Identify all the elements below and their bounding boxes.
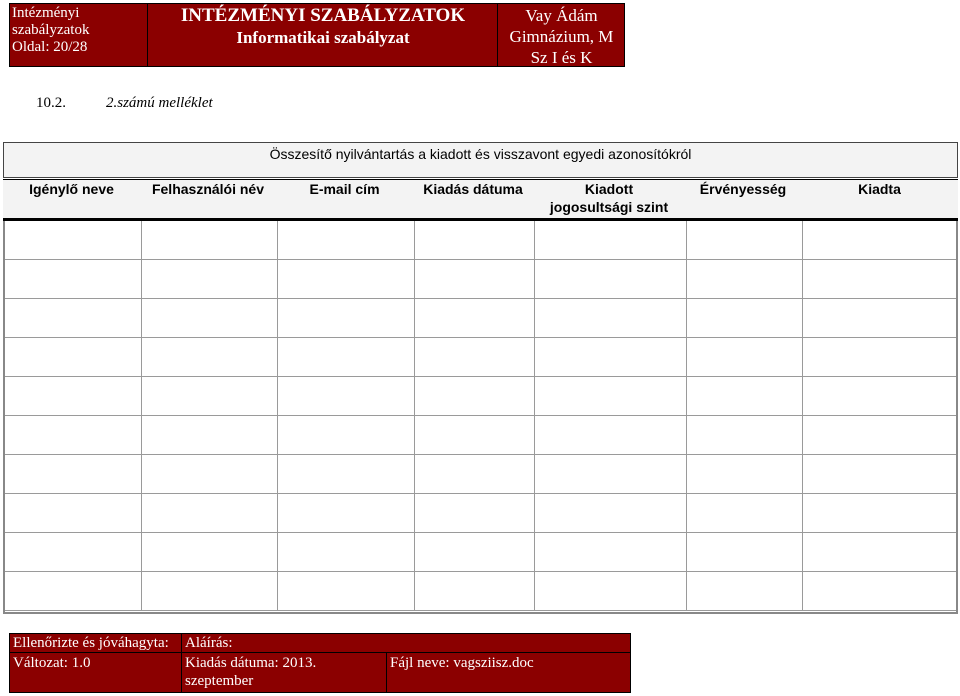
- table-cell: [278, 221, 415, 259]
- table-cell: [278, 377, 415, 415]
- table-cell: [415, 533, 535, 571]
- column-header-username: [140, 180, 276, 218]
- table-row: [5, 377, 956, 416]
- footer-issue-date-line1: Kiadás dátuma: 2013.: [185, 655, 317, 671]
- column-header-label: Kiadás dátuma: [423, 181, 523, 197]
- column-header-label: Érvényesség: [699, 181, 787, 197]
- table-cell: [142, 221, 278, 259]
- header-right-cell: [499, 4, 624, 66]
- table-row: [5, 494, 956, 533]
- column-header-requester: [3, 180, 140, 218]
- column-header-label: Kiadott: [584, 181, 634, 197]
- column-header-label: E-mail cím: [309, 181, 380, 197]
- table-cell: [687, 572, 803, 610]
- footer-issue-date-line2: szeptember: [185, 673, 254, 689]
- document-header: [9, 3, 625, 67]
- table-cell: [687, 377, 803, 415]
- table-cell: [687, 299, 803, 337]
- table-row: [5, 260, 956, 299]
- header-doc-type-line1: Intézményi: [12, 5, 80, 21]
- header-page-number: Oldal: 20/28: [12, 39, 88, 55]
- table-cell: [278, 533, 415, 571]
- footer-signature-label: Aláírás:: [182, 634, 630, 653]
- table-cell: [5, 533, 142, 571]
- table-cell: [535, 377, 687, 415]
- table-cell: [415, 338, 535, 376]
- column-header-issued-by: [801, 180, 958, 218]
- table-cell: [535, 494, 687, 532]
- column-header-validity: [685, 180, 801, 218]
- table-cell: [535, 416, 687, 454]
- header-title: INTÉZMÉNYI SZABÁLYZATOK: [180, 5, 466, 26]
- table-cell: [5, 338, 142, 376]
- document-footer: [9, 633, 631, 693]
- table-cell: [278, 260, 415, 298]
- column-header-label: Kiadta: [858, 181, 901, 197]
- header-subtitle: Informatikai szabályzat: [236, 28, 410, 47]
- table-cell: [5, 416, 142, 454]
- header-school-line1: Vay Ádám: [525, 6, 598, 25]
- table-cell: [687, 494, 803, 532]
- header-doc-type-line2: szabályzatok: [12, 22, 90, 38]
- table-body: [3, 221, 958, 614]
- table-cell: [535, 455, 687, 493]
- table-cell: [415, 260, 535, 298]
- table-caption: Összesítő nyilvántartás a kiadott és visszavont egyedi azonosítókról: [3, 142, 958, 178]
- table-cell: [142, 572, 278, 610]
- table-row: [5, 533, 956, 572]
- table-cell: [415, 377, 535, 415]
- table-row: [5, 455, 956, 494]
- header-left-cell: [10, 4, 148, 66]
- table-cell: [535, 533, 687, 571]
- table-cell: [415, 572, 535, 610]
- table-cell: [142, 299, 278, 337]
- table-cell: [687, 260, 803, 298]
- table-cell: [5, 260, 142, 298]
- table-row: [5, 572, 956, 611]
- column-header-label: Igénylő neve: [29, 181, 114, 197]
- table-row: [5, 299, 956, 338]
- column-header-access-level: [533, 180, 685, 218]
- table-cell: [687, 416, 803, 454]
- table-cell: [5, 455, 142, 493]
- table-cell: [415, 221, 535, 259]
- table-cell: [142, 338, 278, 376]
- table-cell: [687, 533, 803, 571]
- table-cell: [5, 377, 142, 415]
- table-cell: [687, 338, 803, 376]
- table-row: [5, 416, 956, 455]
- table-cell: [278, 338, 415, 376]
- header-school-line2: Gimnázium, M: [509, 27, 614, 46]
- table-cell: [142, 494, 278, 532]
- table-cell: [142, 416, 278, 454]
- footer-version: Változat: 1.0: [10, 653, 182, 692]
- table-cell: [535, 338, 687, 376]
- table-cell: [535, 299, 687, 337]
- table-cell: [278, 494, 415, 532]
- table-cell: [687, 455, 803, 493]
- table-cell: [278, 299, 415, 337]
- table-cell: [5, 572, 142, 610]
- table-cell: [5, 494, 142, 532]
- table-cell: [535, 221, 687, 259]
- table-row: [5, 221, 956, 260]
- table-cell: [415, 299, 535, 337]
- column-header-email: [276, 180, 413, 218]
- table-cell: [5, 221, 142, 259]
- section-title: 2.számú melléklet: [106, 95, 213, 111]
- table-cell: [142, 377, 278, 415]
- footer-approved-label: Ellenőrizte és jóváhagyta:: [10, 634, 182, 653]
- table-cell: [687, 221, 803, 259]
- register-table: [3, 142, 958, 614]
- table-cell: [535, 572, 687, 610]
- table-cell: [535, 260, 687, 298]
- column-header-label-line2: jogosultsági szint: [549, 199, 669, 215]
- table-cell: [415, 416, 535, 454]
- header-center-cell: [149, 4, 498, 66]
- header-school-line3: Sz I és K: [530, 48, 593, 67]
- table-cell: [278, 416, 415, 454]
- table-row: [5, 338, 956, 377]
- table-cell: [415, 455, 535, 493]
- table-cell: [415, 494, 535, 532]
- column-header-issue-date: [413, 180, 533, 218]
- table-cell: [142, 260, 278, 298]
- table-cell: [142, 533, 278, 571]
- table-cell: [278, 572, 415, 610]
- table-cell: [278, 455, 415, 493]
- section-number: 10.2.: [36, 95, 66, 111]
- column-header-label: Felhasználói név: [151, 181, 265, 197]
- footer-file-name: Fájl neve: vagsziisz.doc: [390, 655, 534, 671]
- table-cell: [5, 299, 142, 337]
- table-cell: [142, 455, 278, 493]
- section-heading: [36, 95, 213, 112]
- footer-issue-date: [182, 653, 387, 692]
